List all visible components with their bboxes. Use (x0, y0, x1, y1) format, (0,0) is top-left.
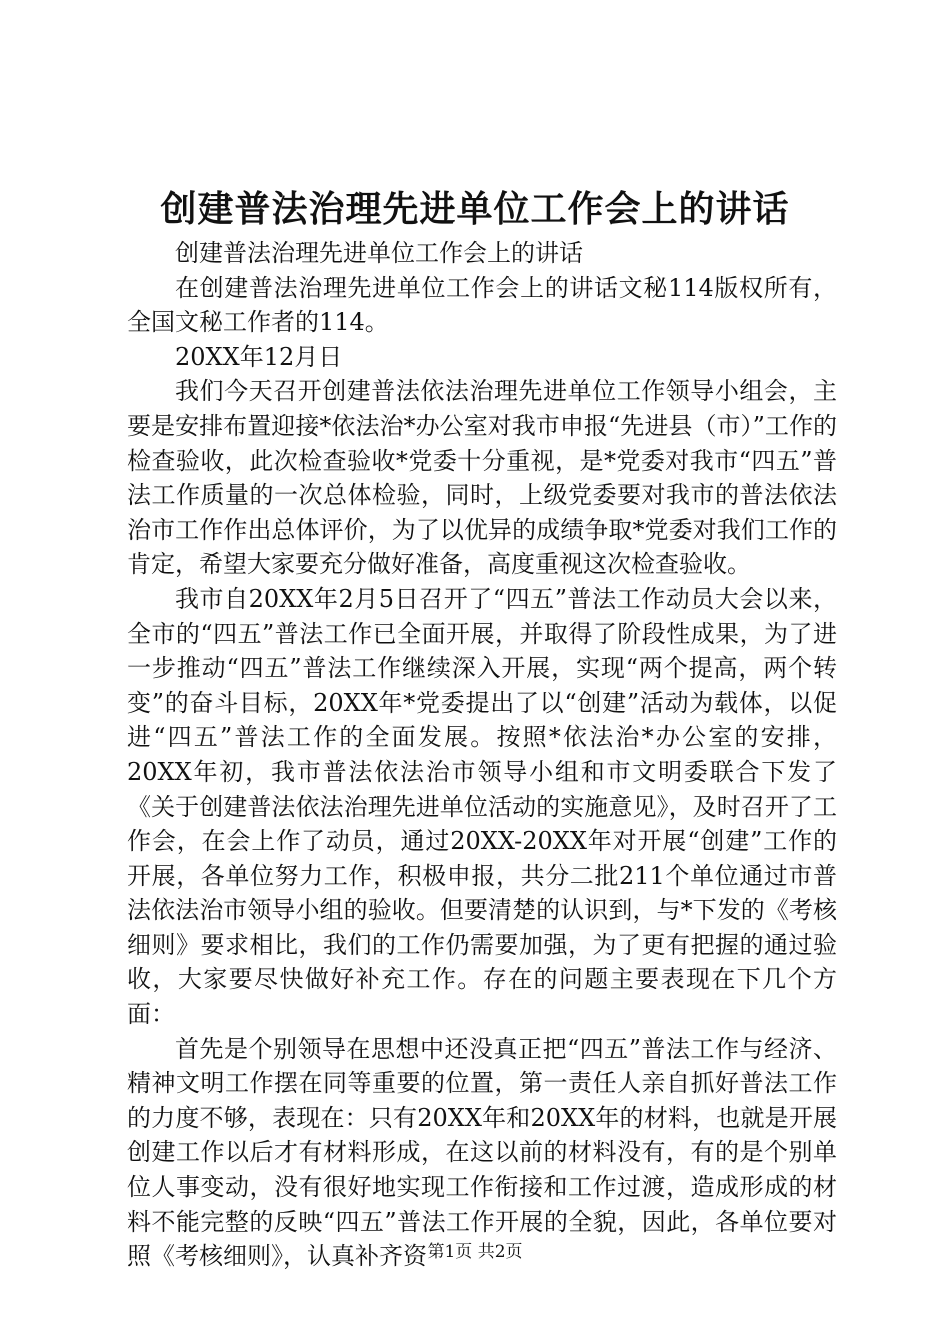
paragraph-body-1: 我们今天召开创建普法依法治理先进单位工作领导小组会，主要是安排布置迎接*依法治*办公室对我市申报“先进县（市）”工作的检查验收，此次检查验收*党委十分重视，是*党委对我市“四五”普法工作质量的一次总体检验，同时，上级党委要对我市的普法依法治市工作作出总体评价，为了以优异的成绩争取*党委对我们工作的肯定，希望大家要充分做好准备，高度重视这次检查验收。 (127, 377, 837, 579)
paragraph-body-2: 我市自20XX年2月5日召开了“四五”普法工作动员大会以来，全市的“四五”普法工作已全面开展，并取得了阶段性成果，为了进一步推动“四五”普法工作继续深入开展，实现“两个提高，两个转变”的奋斗目标，20XX年*党委提出了以“创建”活动为载体，以促进“四五”普法工作的全面发展。按照*依法治*办公室的安排，20XX年初，我市普法依法治市领导小组和市文明委联合下发了《关于创建普法依法治理先进单位活动的实施意见》，及时召开了工作会，在会上作了动员，通过20XX-20XX年对开展“创建”工作的开展，各单位努力工作，积极申报，共分二批211个单位通过市普法依法治市领导小组的验收。但要清楚的认识到，与*下发的《考核细则》要求相比，我们的工作仍需要加强，为了更有把握的通过验收，大家要尽快做好补充工作。存在的问题主要表现在下几个方面： (127, 584, 837, 1029)
paragraph-subtitle: 创建普法治理先进单位工作会上的讲话 (175, 239, 583, 267)
paragraph-date: 20XX年12月日 (175, 342, 343, 371)
document-title: 创建普法治理先进单位工作会上的讲话 (160, 188, 790, 230)
page-number-footer: 第1页 共2页 (427, 1242, 523, 1262)
paragraph-body-3: 首先是个别领导在思想中还没真正把“四五”普法工作与经济、精神文明工作摆在同等重要的位置，第一责任人亲自抓好普法工作的力度不够，表现在：只有20XX年和20XX年的材料，也就是开展创建工作以后才有材料形成，在这以前的材料没有，有的是个别单位人事变动，没有很好地实现工作衔接和工作过渡，造成形成的材料不能完整的反映“四五”普法工作开展的全貌，因此，各单位要对照《考核细则》，认真补齐资 (127, 1034, 837, 1271)
document-body (127, 236, 837, 1274)
paragraph-copyright: 在创建普法治理先进单位工作会上的讲话文秘114版权所有，全国文秘工作者的114。 (127, 273, 837, 337)
